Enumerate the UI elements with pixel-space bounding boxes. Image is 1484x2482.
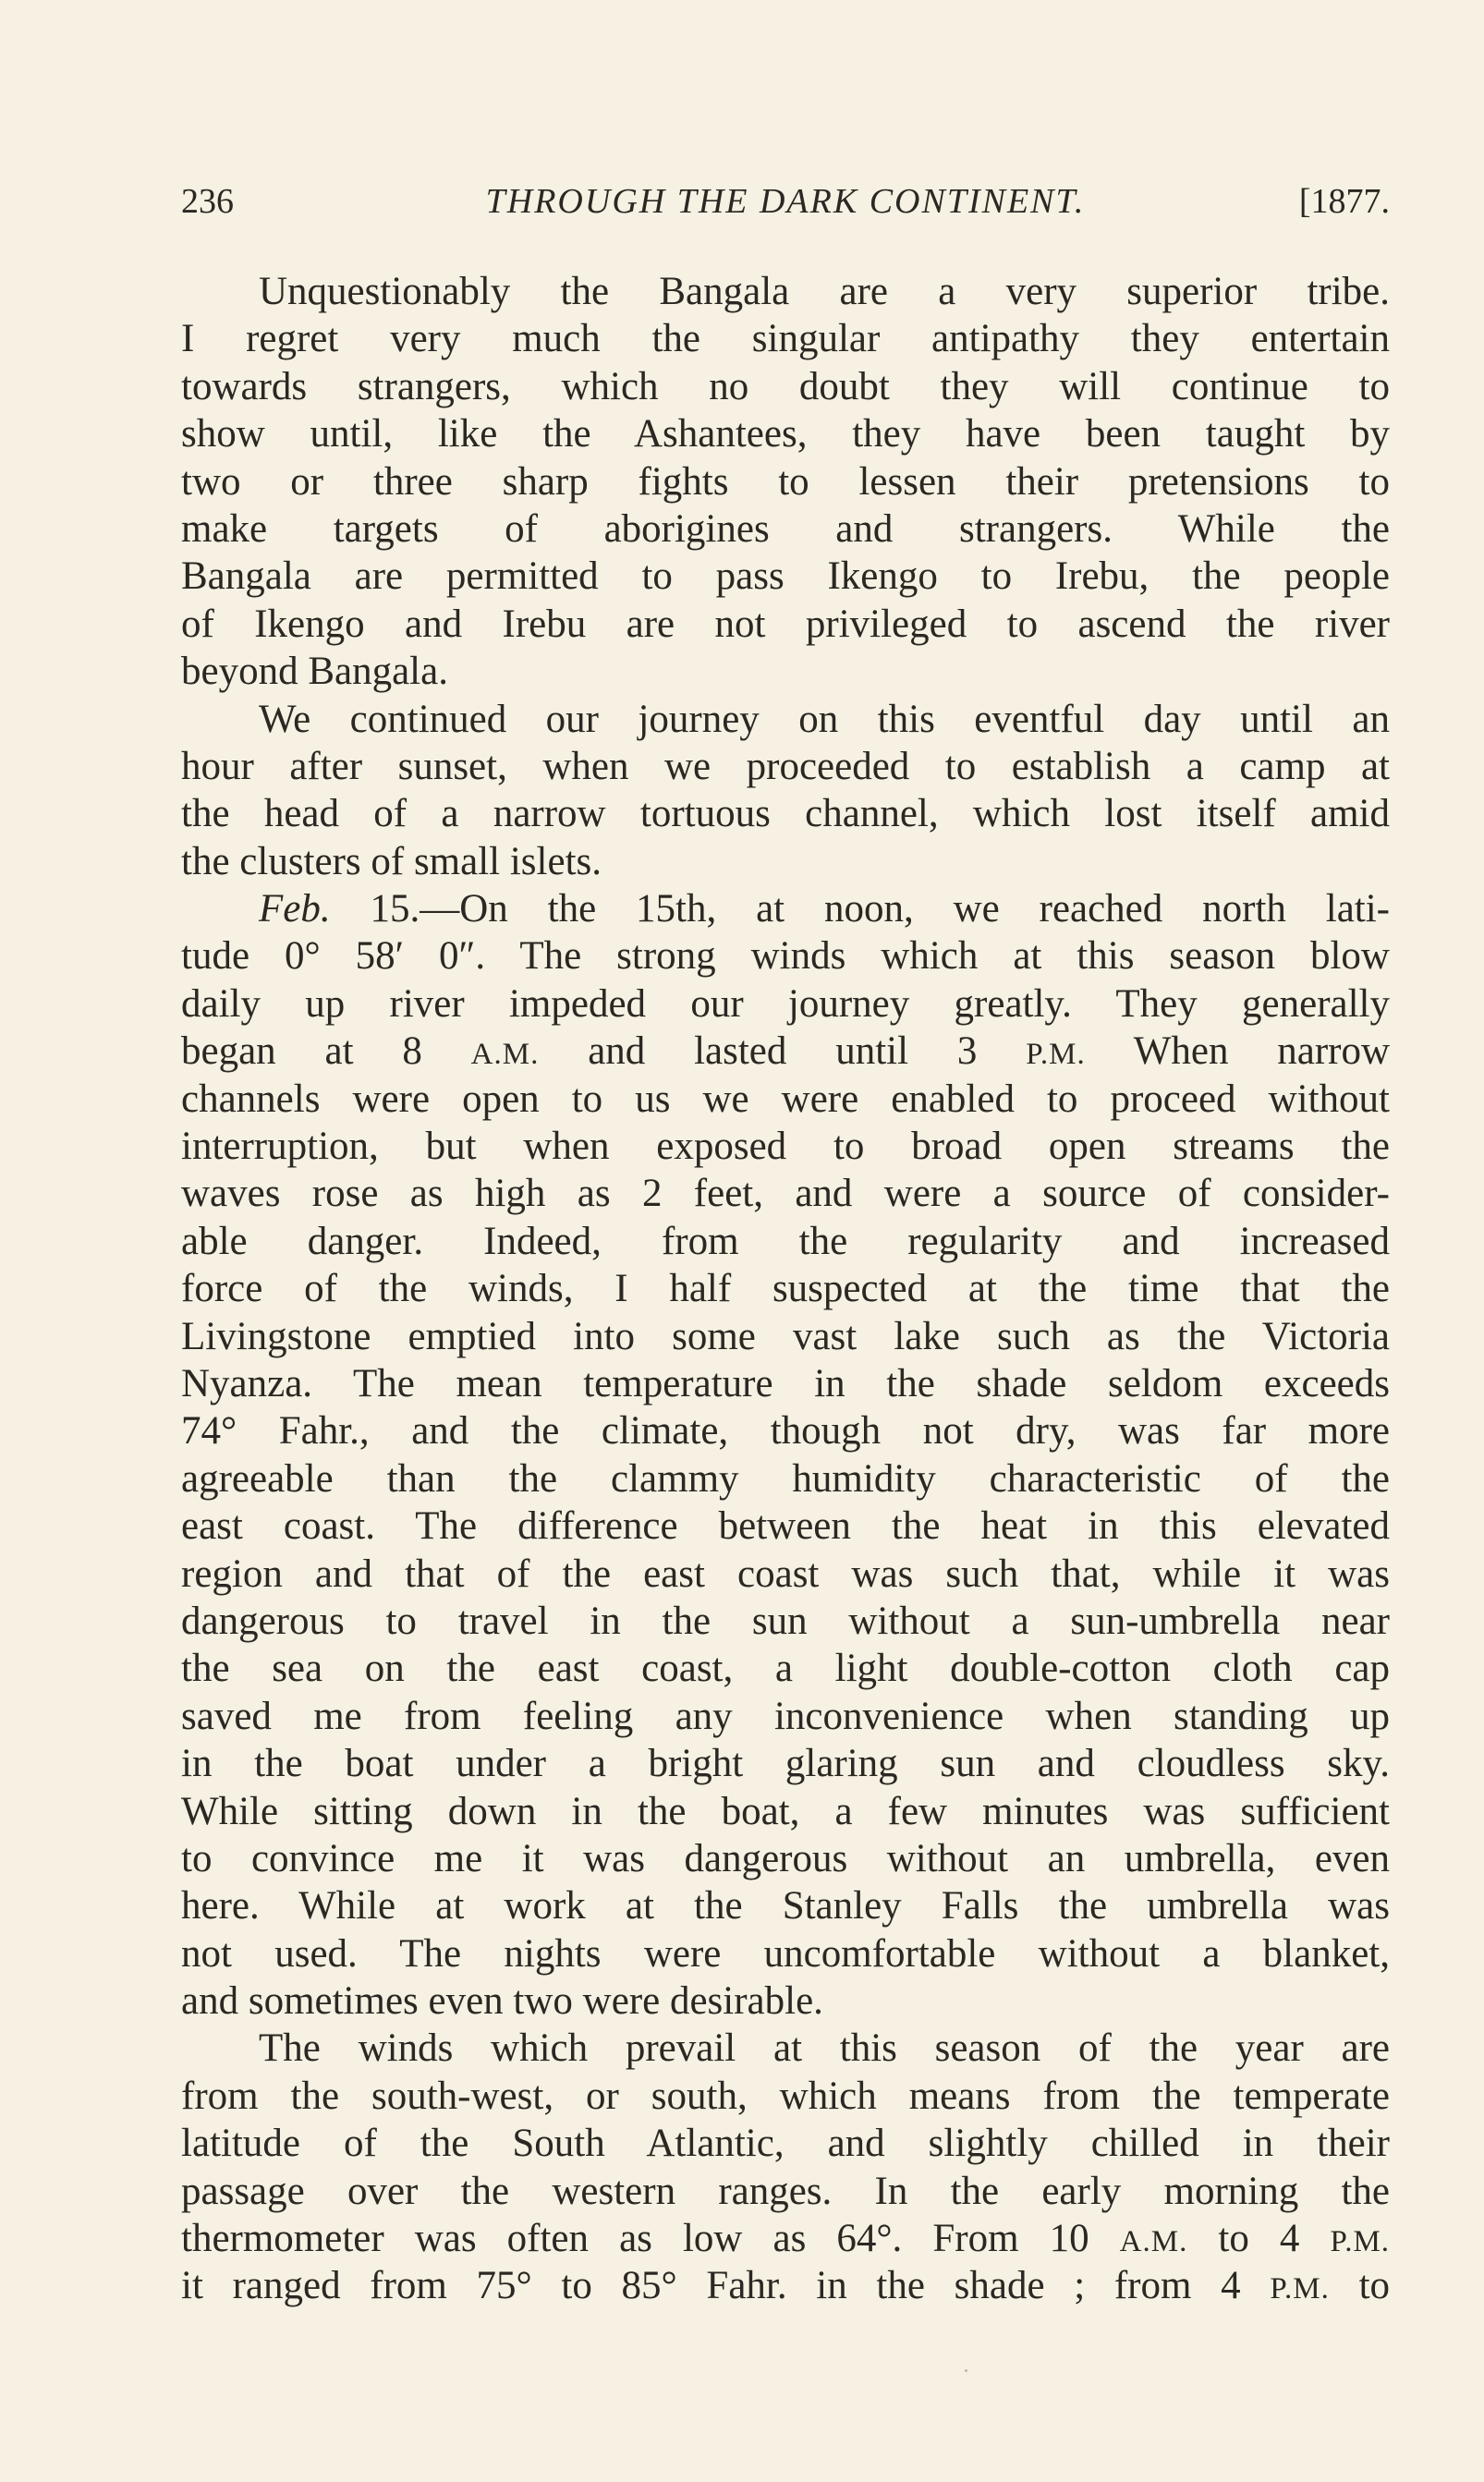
time-abbrev: A.M. <box>1119 2225 1188 2259</box>
text-line: here. While at work at the Stanley Falls the umbrella was <box>181 1884 1390 1928</box>
text-line: daily up river impeded our journey greatly. They generally <box>181 981 1390 1026</box>
line-text: and lasted until 3 <box>588 1029 978 1074</box>
text-line: We continued our journey on this eventful day until an <box>259 697 1390 741</box>
text-line <box>181 885 1390 932</box>
text-line <box>181 1028 1390 1075</box>
text-line: tude 0° 58′ 0″. The strong winds which at this season blow <box>181 934 1390 979</box>
text-line: While sitting down in the boat, a few minutes was sufficient <box>181 1789 1390 1833</box>
text-line: saved me from feeling any inconvenience when standing up <box>181 1694 1390 1738</box>
text-line: the sea on the east coast, a light double-cotton cloth cap <box>181 1647 1390 1691</box>
text-line: region and that of the east coast was such that, while it was <box>181 1551 1390 1596</box>
page-number: 236 <box>181 182 234 221</box>
date-label: Feb. <box>259 887 331 931</box>
text-line: from the south-west, or south, which means from the temperate <box>181 2074 1390 2118</box>
time-abbrev: P.M. <box>1330 2225 1390 2259</box>
text-line: towards strangers, which no doubt they will continue to <box>181 364 1390 408</box>
running-header <box>181 177 1390 225</box>
text-line: Bangala are permitted to pass Ikengo to Irebu, the people <box>181 554 1390 599</box>
text-line: in the boat under a bright glaring sun and cloudless sky. <box>181 1742 1390 1786</box>
text-line: waves rose as high as 2 feet, and were a source of consider- <box>181 1172 1390 1216</box>
text-line: hour after sunset, when we proceeded to establish a camp at <box>181 744 1390 788</box>
text-line: able danger. Indeed, from the regularity and increased <box>181 1219 1390 1263</box>
running-title: THROUGH THE DARK CONTINENT. <box>485 182 1086 221</box>
text-line: not used. The nights were uncomfortable without a blanket, <box>181 1931 1390 1976</box>
text-line: show until, like the Ashantees, they have been taught by <box>181 412 1390 456</box>
text-line: and sometimes even two were desirable. <box>181 1979 823 2024</box>
text-line: latitude of the South Atlantic, and slightly chilled in their <box>181 2122 1390 2166</box>
body-text <box>181 268 1390 2310</box>
text-line: two or three sharp fights to lessen their pretensions to <box>181 459 1390 504</box>
text-line <box>181 2262 1390 2309</box>
line-text: When narrow <box>1133 1029 1390 1074</box>
text-line: interruption, but when exposed to broad open streams the <box>181 1125 1390 1169</box>
time-abbrev: A.M. <box>470 1038 540 1072</box>
line-text: 15.—On the 15th, at noon, we reached north lati- <box>370 887 1390 931</box>
text-line: of Ikengo and Irebu are not privileged to ascend the river <box>181 602 1390 646</box>
header-year: [1877. <box>1298 182 1390 221</box>
text-line: the head of a narrow tortuous channel, which lost itself amid <box>181 792 1390 836</box>
text-line: Unquestionably the Bangala are a very superior tribe. <box>259 270 1390 313</box>
line-text: it ranged from 75° to 85° Fahr. in the shade ; from 4 <box>181 2264 1241 2308</box>
text-line: The winds which prevail at this season of the year are <box>259 2026 1390 2071</box>
paper-speck <box>965 2369 967 2372</box>
line-text: to 4 <box>1218 2217 1300 2261</box>
text-line: force of the winds, I half suspected at the time that the <box>181 1267 1390 1311</box>
line-text: to <box>1358 2264 1390 2308</box>
time-abbrev: P.M. <box>1270 2272 1330 2306</box>
text-line: dangerous to travel in the sun without a sun-umbrella near <box>181 1599 1390 1643</box>
text-line: agreeable than the clammy humidity characteristic of the <box>181 1456 1390 1501</box>
text-line: passage over the western ranges. In the early morning the <box>181 2169 1390 2213</box>
text-line: Livingstone emptied into some vast lake such as the Victoria <box>181 1314 1390 1358</box>
line-text: thermometer was often as low as 64°. From 10 <box>181 2217 1089 2261</box>
text-line: to convince me it was dangerous without an umbrella, even <box>181 1836 1390 1880</box>
text-line: channels were open to us we were enabled to proceed without <box>181 1077 1390 1121</box>
text-line: Nyanza. The mean temperature in the shade seldom exceeds <box>181 1361 1390 1405</box>
text-line: beyond Bangala. <box>181 650 448 694</box>
text-line: make targets of aborigines and strangers. While the <box>181 506 1390 551</box>
text-line: east coast. The difference between the heat in this elevated <box>181 1504 1390 1549</box>
text-line <box>181 2215 1390 2262</box>
time-abbrev: P.M. <box>1026 1038 1086 1072</box>
text-line: the clusters of small islets. <box>181 839 602 883</box>
line-text: began at 8 <box>181 1029 422 1074</box>
text-line: 74° Fahr., and the climate, though not dry, was far more <box>181 1409 1390 1454</box>
text-line: I regret very much the singular antipathy they entertain <box>181 317 1390 361</box>
